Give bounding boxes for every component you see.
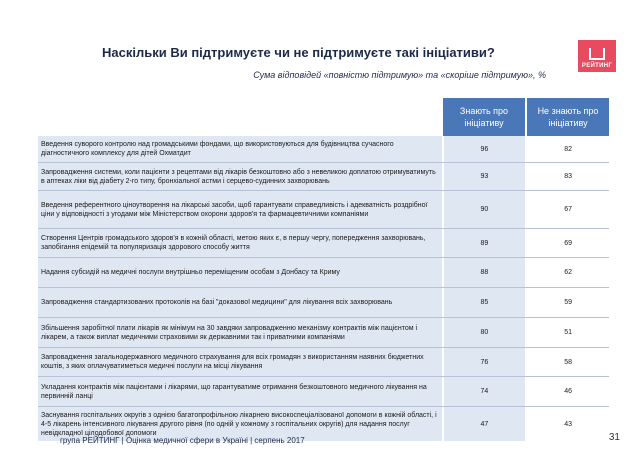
value-unknown: 62	[564, 269, 573, 276]
value-unknown: 51	[564, 329, 573, 336]
logo-mark-icon	[589, 48, 605, 60]
row-label: Запровадження стандартизованих протоколів на базі "доказової медицини" для лікування всіх захворювань	[38, 288, 442, 317]
value-known: 80	[444, 318, 526, 347]
value-unknown: 46	[564, 388, 573, 395]
initiatives-table	[38, 136, 609, 441]
row-label: Введення референтного ціноутворення на лікарські засоби, щоб гарантувати справедливість і адекватність роздрібної ціни у відповідності з угодами між Міністерством охорони здоров'я та фармацевтичними компаніями	[38, 191, 442, 228]
value-known: 90	[444, 191, 526, 228]
column-header-unknown: Не знають про ініціативу	[527, 98, 609, 136]
table-row	[38, 257, 609, 287]
row-label: Створення Центрів громадського здоров'я в кожній області, метою яких є, в першу чергу, попередження захворювань, запобігання епідемій та популяризація здорового способу життя	[38, 229, 442, 257]
value-known: 93	[444, 163, 526, 190]
table-row	[38, 317, 609, 347]
value-unknown: 67	[564, 206, 573, 213]
value-unknown: 69	[564, 239, 573, 247]
value-known: 96	[444, 136, 526, 162]
table-row	[38, 136, 609, 162]
brand-logo	[578, 40, 616, 72]
value-unknown: 59	[564, 299, 573, 306]
value-unknown: 83	[564, 173, 573, 180]
table-row	[38, 162, 609, 190]
table-row	[38, 287, 609, 317]
page-number: 31	[608, 432, 620, 443]
page-title: Наскільки Ви підтримуєте чи не підтримуєте такі ініціативи?	[102, 45, 495, 60]
table-row	[38, 228, 609, 257]
value-known: 74	[444, 377, 526, 406]
value-unknown: 82	[564, 145, 573, 153]
table-row	[38, 376, 609, 406]
row-label: Запровадження системи, коли пацієнти з рецептами від лікарів безкоштовно або з невеликою доплатою отримуватимуть в аптеках ліки від діабету 2-го типу, бронхіальної астми і серцево-судинних захворювань	[38, 163, 442, 190]
row-label: Збільшення заробітної плати лікарів як мінімум на 30 завдяки запровадженню механізму контрактів між пацієнтом і лікарем, а також виплат медичними страховими як державними так і приватними компаніями	[38, 318, 442, 347]
logo-text: РЕЙТИНГ	[581, 63, 613, 69]
value-unknown: 58	[564, 358, 573, 366]
row-label: Надання субсидій на медичні послуги внутрішньо переміщеним особам з Донбасу та Криму	[38, 258, 442, 287]
value-known: 47	[444, 407, 526, 441]
value-known: 89	[444, 229, 526, 257]
row-label: Введення суворого контролю над громадськими фондами, що використовуються для будівництва сучасного діагностичного комплексу для дітей Охматдит	[38, 136, 442, 162]
value-known: 76	[444, 348, 526, 376]
row-label: Запровадження загальнодержавного медичного страхування для всіх громадян з використанням наявних бюджетних коштів, з яких оплачуватиметься медичні послуги на місці лікування	[38, 348, 442, 376]
value-known: 85	[444, 288, 526, 317]
footer-text: група РЕЙТИНГ | Оцінка медичної сфери в Україні | серпень 2017	[60, 436, 305, 445]
column-header-known: Знають про ініціативу	[443, 98, 525, 136]
row-label: Заснування госпітальних округів з однією багатопрофільною лікарнею високоспеціалізованої допомоги в кожній області, і 4-5 лікарень інтенсивного лікування другого рівня (по одній у кожному з госпітальних округів) для надання послуг невідкладної цілодобової допомоги	[38, 407, 442, 441]
value-known: 88	[444, 258, 526, 287]
value-unknown: 43	[564, 420, 573, 428]
table-row	[38, 190, 609, 228]
table-row	[38, 347, 609, 376]
page-subtitle: Сума відповідей «повністю підтримую» та «скоріше підтримую», %	[253, 70, 546, 80]
row-label: Укладання контрактів між пацієнтами і лікарями, що гарантуватиме отримання безкоштовного медичного лікування на первинній ланці	[38, 377, 442, 406]
